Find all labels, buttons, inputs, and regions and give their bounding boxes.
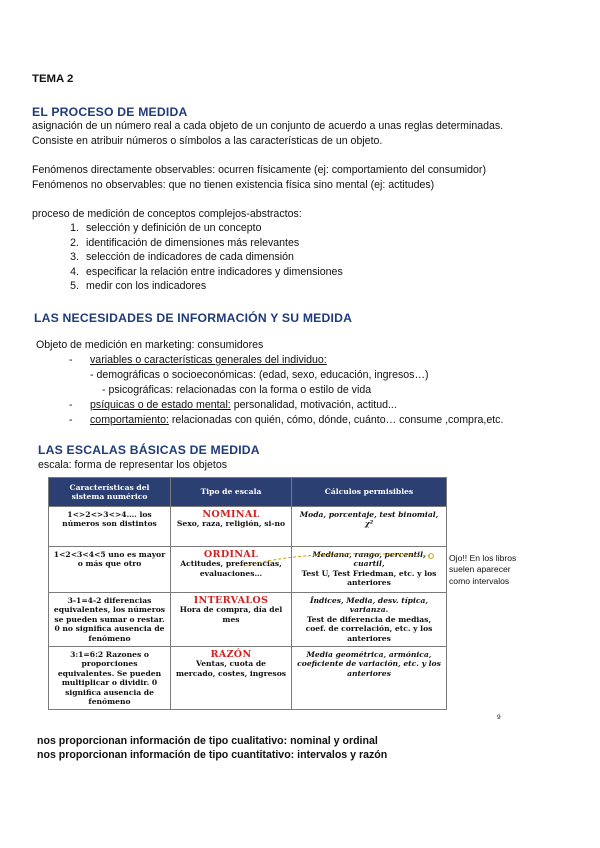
conclusion-quantitative: nos proporcionan información de tipo cuantitativo: intervalos y razón bbox=[37, 749, 388, 761]
scale-examples: Ventas, cuota de mercado, costes, ingresos bbox=[175, 659, 287, 678]
page-title: TEMA 2 bbox=[32, 73, 74, 85]
cell-characteristics: 1<2<3<4<5 uno es mayor o más que otro bbox=[49, 547, 171, 593]
bullet-text: personalidad, motivación, actitud... bbox=[230, 399, 397, 411]
table-row bbox=[49, 507, 447, 547]
bullet-text: relacionadas con quién, cómo, dónde, cuánto… consume ,compra,etc. bbox=[168, 414, 504, 426]
table-row bbox=[49, 593, 447, 647]
sub-demographic: - demográficas o socioeconómicas: (edad, sexo, educación, ingresos…) bbox=[90, 369, 429, 381]
bullet-dash: - bbox=[69, 414, 73, 426]
sub-psychographic: - psicográficas: relacionadas con la forma o estilo de vida bbox=[102, 384, 372, 396]
cell-scale-type bbox=[171, 647, 292, 710]
bullet-psychic bbox=[90, 399, 397, 412]
scale-examples: Sexo, raza, religión, si-no bbox=[176, 519, 286, 529]
heading-escalas-basicas: LAS ESCALAS BÁSICAS DE MEDIDA bbox=[38, 443, 260, 457]
step-text: especificar la relación entre indicadores y dimensiones bbox=[86, 265, 343, 278]
step-text: selección de indicadores de cada dimensión bbox=[86, 251, 294, 264]
section2-intro: Objeto de medición en marketing: consumidores bbox=[36, 339, 264, 351]
column-header: Características del sistema numérico bbox=[49, 478, 171, 507]
step-text: identificación de dimensiones más relevantes bbox=[86, 236, 300, 249]
step-text: selección y definición de un concepto bbox=[86, 222, 262, 234]
definition-line-1: asignación de un número real a cada objeto de un conjunto de acuerdo a unas reglas determinadas. bbox=[32, 120, 504, 132]
cell-scale-type bbox=[171, 507, 292, 547]
scale-name: NOMINAL bbox=[202, 509, 260, 520]
bullet-behaviour bbox=[90, 414, 503, 427]
calc-italic: Mediana, rango, percentil, cuartil, bbox=[312, 550, 426, 569]
column-header: Tipo de escala bbox=[171, 478, 292, 507]
bullet-label: comportamiento: bbox=[90, 414, 169, 426]
bullet-general-variables: variables o características generales del individuo: bbox=[90, 354, 327, 366]
cell-characteristics: 3-1=4-2 diferencias equivalentes, los números se pueden sumar o restar. 0 no significa ausencia de fenómeno bbox=[49, 593, 171, 647]
step-text: medir con los indicadores bbox=[86, 280, 207, 293]
list-item bbox=[61, 222, 343, 237]
step-number: 4. bbox=[70, 265, 79, 278]
cell-calculations: Media geométrica, armónica, coeficiente de variación, etc. y los anteriores bbox=[292, 647, 447, 710]
definition-line-2: Consiste en atribuir números o símbolos a las características de un objeto. bbox=[32, 135, 383, 147]
scale-examples: Hora de compra, día del mes bbox=[179, 605, 283, 624]
scale-name: INTERVALOS bbox=[193, 595, 269, 606]
cell-characteristics: 3:1=6:2 Razones o proporciones equivalentes. Se pueden multiplicar o dividir. 0 significa ausencia de fenómeno bbox=[49, 647, 171, 710]
annotation-connector bbox=[240, 548, 440, 578]
calc-italic: Índices, Media, desv. típica, varianza. bbox=[309, 596, 429, 615]
cell-characteristics: 1<>2<>3<>4…. los números son distintos bbox=[49, 507, 171, 547]
table-row bbox=[49, 647, 447, 710]
scale-name: ORDINAL bbox=[203, 549, 259, 560]
step-number: 3. bbox=[70, 251, 79, 264]
observable-phenomena: Fenómenos directamente observables: ocurren físicamente (ej: comportamiento del consumidor) bbox=[32, 164, 486, 176]
calc-regular: Test U, Test Friedman, etc. y los anteriores bbox=[301, 568, 437, 588]
cell-calculations bbox=[292, 593, 447, 647]
note-line: como intervalos bbox=[449, 575, 510, 586]
list-item bbox=[61, 251, 343, 266]
column-header: Cálculos permisibles bbox=[292, 478, 447, 507]
list-item bbox=[61, 280, 343, 295]
steps-list bbox=[61, 222, 343, 295]
bullet-dash: - bbox=[69, 354, 73, 366]
conclusion-qualitative: nos proporcionan información de tipo cualitativo: nominal y ordinal bbox=[37, 735, 378, 747]
note-line: Ojo!! En los libros bbox=[449, 553, 517, 563]
heading-necesidades-informacion: LAS NECESIDADES DE INFORMACIÓN Y SU MEDIDA bbox=[34, 311, 353, 325]
cell-scale-type bbox=[171, 593, 292, 647]
scale-examples: Actitudes, preferencias, evaluaciones… bbox=[180, 559, 282, 578]
process-intro: proceso de medición de conceptos complejos-abstractos: bbox=[32, 208, 302, 220]
note-line: suelen aparecer bbox=[449, 564, 511, 575]
list-item bbox=[61, 266, 343, 281]
bullet-label: psíquicas o de estado mental: bbox=[90, 399, 231, 411]
bullet-dash: - bbox=[69, 399, 73, 411]
section3-intro: escala: forma de representar los objetos bbox=[38, 459, 228, 471]
table-header-row bbox=[49, 478, 447, 507]
scales-table bbox=[48, 477, 447, 710]
step-number: 1. bbox=[70, 222, 79, 234]
scale-name: RAZÓN bbox=[210, 649, 252, 661]
cell-calculations: Moda, porcentaje, test binomial, χ² bbox=[292, 507, 447, 547]
step-number: 5. bbox=[70, 280, 79, 293]
non-observable-phenomena: Fenómenos no observables: que no tienen existencia física sino mental (ej: actitudes) bbox=[32, 179, 435, 191]
page-number: 9 bbox=[497, 714, 501, 721]
calc-regular: Test de diferencia de medias, coef. de correlación, etc. y los anteriores bbox=[305, 614, 433, 643]
list-item bbox=[61, 237, 343, 252]
step-number: 2. bbox=[70, 236, 79, 249]
side-note bbox=[449, 553, 516, 587]
heading-proceso-medida: EL PROCESO DE MEDIDA bbox=[32, 105, 188, 119]
